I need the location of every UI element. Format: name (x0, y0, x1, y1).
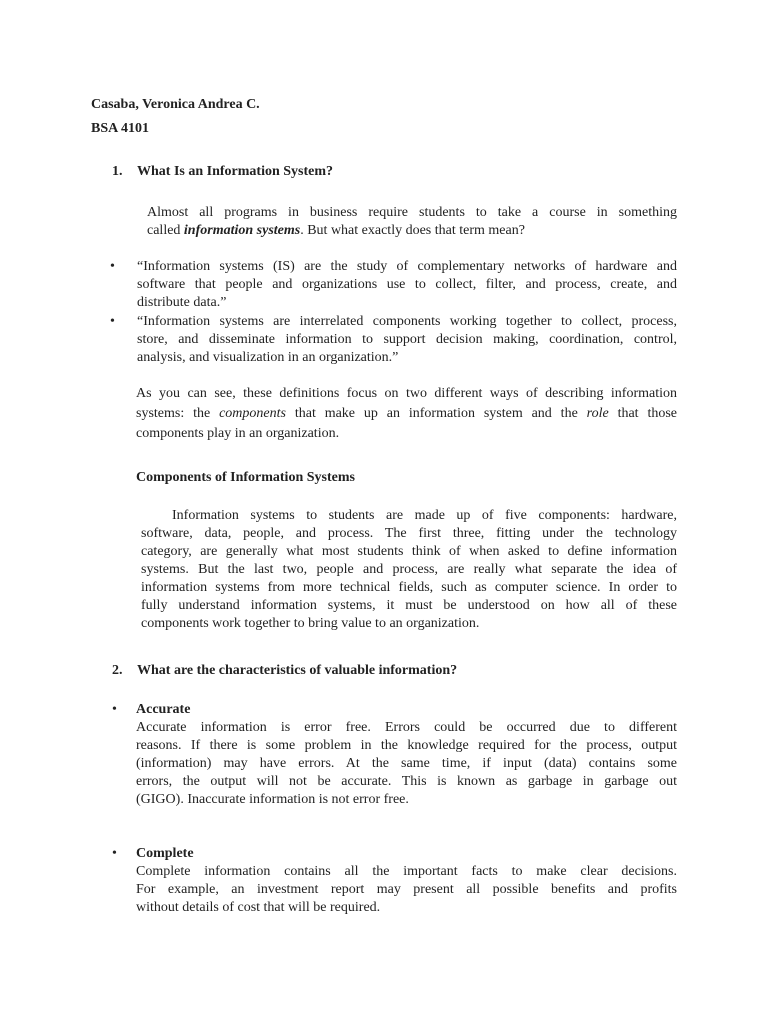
definitions-role-term: role (586, 406, 609, 421)
bullet-icon: • (112, 846, 117, 861)
q1-intro-called: called (147, 223, 184, 238)
components-paragraph (141, 507, 677, 633)
components-line: Information systems to students are made up of five components: hardware, (172, 508, 677, 523)
q1-bullet-1-line: distribute data.” (137, 295, 227, 310)
complete-heading: Complete (136, 846, 194, 861)
q1-bullet-2-line: store, and disseminate information to support decision making, coordination, control, (137, 332, 677, 347)
q1-bullet-2 (137, 313, 677, 367)
complete-line: For example, an investment report may present all possible benefits and profits (136, 882, 677, 897)
q1-bullet-1-line: “Information systems (IS) are the study of complementary networks of hardware and (137, 259, 677, 274)
definitions-line: As you can see, these definitions focus on two different ways of describing information (136, 386, 677, 401)
bullet-icon: • (112, 702, 117, 717)
complete-line: without details of cost that will be required. (136, 900, 381, 915)
q2-title: What are the characteristics of valuable information? (137, 663, 458, 678)
accurate-line: (GIGO). Inaccurate information is not error free. (136, 792, 409, 807)
q1-intro (147, 204, 677, 240)
author-name: Casaba, Veronica Andrea C. (91, 97, 260, 112)
q1-number: 1. (112, 164, 123, 179)
q1-definitions (136, 384, 677, 444)
definitions-text: that make up an information system and the (285, 406, 587, 421)
components-line: systems. But the last two, people and process, are really what separate the idea of (141, 562, 677, 577)
q1-intro-term: information systems (183, 223, 301, 238)
definitions-line (136, 404, 677, 424)
q1-bullet-1-line: software that people and organizations use to collect, filter, and process, create, and (137, 277, 677, 292)
q1-bullet-2-line: “Information systems are interrelated components working together to collect, process, (137, 314, 677, 329)
components-line: information systems from more technical fields, such as computer science. In order to (141, 580, 677, 595)
definitions-line: components play in an organization. (136, 426, 340, 441)
definitions-components-term: components (219, 406, 286, 421)
components-line: category, are generally what most students think of when asked to define information (141, 544, 677, 559)
q1-intro-line-2 (147, 222, 677, 240)
components-line: software, data, people, and process. The first three, fitting under the technology (141, 526, 677, 541)
accurate-line: Accurate information is error free. Errors could be occurred due to different (136, 720, 677, 735)
accurate-line: errors, the output will not be accurate. This is known as garbage in garbage out (136, 774, 677, 789)
components-line: components work together to bring value to an organization. (141, 616, 480, 631)
bullet-icon: • (110, 259, 115, 274)
accurate-line: reasons. If there is some problem in the knowledge required for the process, output (136, 738, 677, 753)
accurate-heading: Accurate (136, 702, 191, 717)
q1-bullet-1 (137, 258, 677, 312)
definitions-text: that those (608, 406, 677, 421)
q2-number: 2. (112, 663, 123, 678)
definitions-text: systems: the (136, 406, 220, 421)
bullet-icon: • (110, 314, 115, 329)
components-heading: Components of Information Systems (136, 470, 355, 485)
q1-intro-post: . But what exactly does that term mean? (300, 223, 525, 238)
q1-intro-line-1: Almost all programs in business require students to take a course in something (147, 205, 677, 220)
q2-item-accurate (136, 701, 677, 809)
accurate-line: (information) may have errors. At the same time, if input (data) contains some (136, 756, 677, 771)
q1-title: What Is an Information System? (137, 164, 334, 179)
q2-item-complete (136, 845, 677, 917)
q1-bullet-2-line: analysis, and visualization in an organization.” (137, 350, 399, 365)
complete-line: Complete information contains all the important facts to make clear decisions. (136, 864, 677, 879)
components-line: fully understand information systems, it must be understood on how all of these (141, 598, 677, 613)
course-section: BSA 4101 (91, 121, 149, 136)
